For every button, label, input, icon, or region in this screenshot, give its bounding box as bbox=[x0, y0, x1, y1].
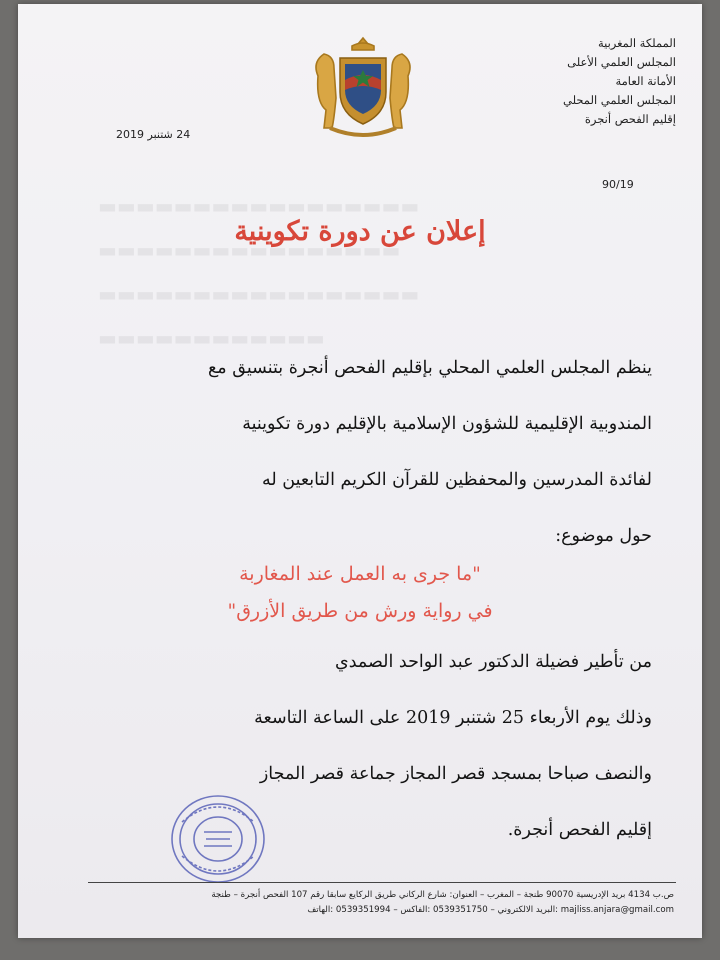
body-line: حول موضوع: bbox=[555, 526, 652, 546]
footer-contacts bbox=[78, 903, 674, 918]
announcement-title: إعلان عن دورة تكوينية bbox=[234, 216, 486, 247]
topic-line: "ما جرى به العمل عند المغاربة bbox=[239, 563, 481, 585]
reference-number: 90/19 bbox=[602, 178, 634, 191]
email-address: majliss.anjara@gmail.com bbox=[560, 905, 674, 915]
announcement-details bbox=[68, 634, 652, 858]
phone-number: 0539351994 bbox=[335, 905, 391, 915]
letterhead-line: المملكة المغربية bbox=[597, 36, 676, 50]
council-seal-stamp-icon bbox=[168, 792, 268, 886]
email-label: – البريد الالكتروني: bbox=[490, 905, 559, 915]
document-page bbox=[18, 4, 702, 938]
phone-label: الهاتف: bbox=[307, 905, 334, 915]
course-topic bbox=[18, 556, 702, 630]
topic-line: في رواية ورش من طريق الأزرق" bbox=[227, 600, 493, 622]
morocco-coat-of-arms-icon bbox=[300, 36, 426, 140]
body-line: المندوبية الإقليمية للشؤون الإسلامية بالإقليم دورة تكوينية bbox=[242, 414, 652, 434]
body-line: من تأطير فضيلة الدكتور عبد الواحد الصمدي bbox=[335, 652, 652, 672]
letter-date: 24 شتنبر 2019 bbox=[116, 128, 191, 141]
letterhead bbox=[466, 34, 676, 129]
body-line: لفائدة المدرسين والمحفظين للقرآن الكريم التابعين له bbox=[261, 470, 652, 490]
body-line: ينظم المجلس العلمي المحلي بإقليم الفحص أنجرة بتنسيق مع bbox=[207, 358, 652, 378]
body-line: وذلك يوم الأربعاء 25 شتنبر 2019 على الساعة التاسعة bbox=[254, 708, 652, 728]
body-line: والنصف صباحا بمسجد قصر المجاز جماعة قصر المجاز bbox=[259, 764, 652, 784]
fax-number: 0539351750 bbox=[433, 905, 488, 915]
letterhead-line: المجلس العلمي المحلي bbox=[562, 93, 676, 107]
footer-address: ص.ب 4134 بريد الإدريسية 90070 طنجة – المغرب – العنوان: شارع الركاني طريق الركايع سابقا رقم 107 الفحص أنجرة – طنجة bbox=[211, 890, 674, 900]
letterhead-line: الأمانة العامة bbox=[615, 74, 676, 88]
footer bbox=[78, 888, 674, 918]
bleed-through-texture: ▬▬▬▬▬▬▬▬▬▬▬▬▬▬▬▬▬ ▬▬▬▬▬▬▬▬▬▬▬▬▬▬▬▬ ▬▬▬▬▬▬▬▬▬▬▬▬▬▬▬▬▬ ▬▬▬▬▬▬▬▬▬▬▬▬ bbox=[98, 194, 420, 350]
fax-label: – الفاكس: bbox=[393, 905, 431, 915]
announcement-body bbox=[68, 340, 652, 564]
footer-divider bbox=[88, 882, 676, 883]
body-line: إقليم الفحص أنجرة. bbox=[507, 820, 652, 840]
letterhead-line: إقليم الفحص أنجرة bbox=[584, 112, 676, 126]
letterhead-line: المجلس العلمي الأعلى bbox=[567, 55, 676, 69]
